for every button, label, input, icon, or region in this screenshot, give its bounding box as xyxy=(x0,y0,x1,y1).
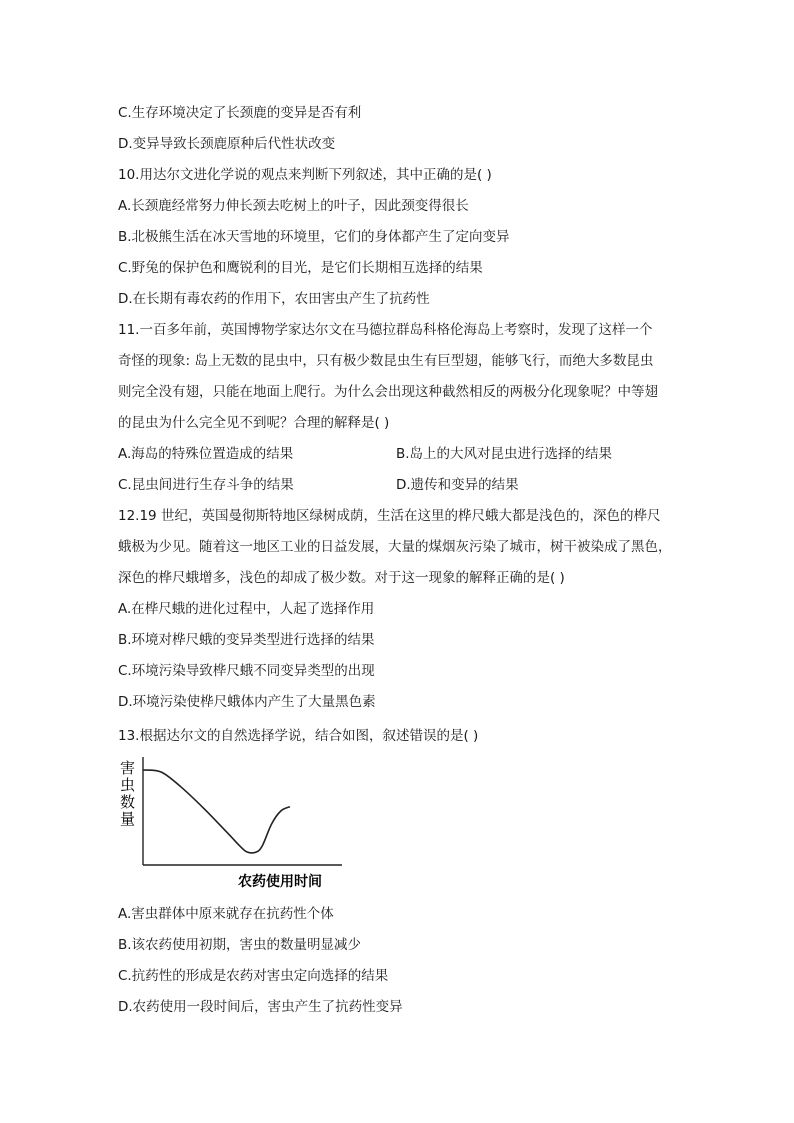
pest-population-chart xyxy=(110,755,350,893)
q12-option-b: B.环境对桦尺蛾的变异类型进行选择的结果 xyxy=(118,632,375,648)
q12-option-a: A.在桦尺蛾的进化过程中，人起了选择作用 xyxy=(118,601,375,617)
q11-stem-line-3: 则完全没有翅，只能在地面上爬行。为什么会出现这种截然相反的两极分化现象呢？中等翅 xyxy=(118,384,658,400)
q13-option-d: D.农药使用一段时间后，害虫产生了抗药性变异 xyxy=(118,999,403,1015)
y-axis-label-char-1: 害 xyxy=(120,759,136,777)
pest-count-curve xyxy=(143,770,290,853)
q10-option-c: C.野兔的保护色和鹰锐利的目光，是它们长期相互选择的结果 xyxy=(118,260,483,276)
y-axis-label-char-4: 量 xyxy=(120,810,136,828)
q10-option-a: A.长颈鹿经常努力伸长颈去吃树上的叶子，因此颈变得很长 xyxy=(118,198,469,214)
q10-option-b: B.北极熊生活在冰天雪地的环境里，它们的身体都产生了定向变异 xyxy=(118,229,510,245)
q12-stem-line-1: 12.19 世纪，英国曼彻斯特地区绿树成荫，生活在这里的桦尺蛾大都是浅色的，深色的桦尺 xyxy=(118,508,661,524)
y-axis-label-char-3: 数 xyxy=(120,793,136,811)
y-axis-label-char-2: 虫 xyxy=(120,776,136,794)
q9-option-c: C.生存环境决定了长颈鹿的变异是否有利 xyxy=(118,105,362,121)
q10-option-d: D.在长期有毒农药的作用下，农田害虫产生了抗药性 xyxy=(118,291,430,307)
q12-stem-line-3: 深色的桦尺蛾增多，浅色的却成了极少数。对于这一现象的解释正确的是( ) xyxy=(118,570,565,586)
q11-option-b: B.岛上的大风对昆虫进行选择的结果 xyxy=(396,446,613,462)
q9-option-d: D.变异导致长颈鹿原种后代性状改变 xyxy=(118,136,336,152)
q12-option-c: C.环境污染导致桦尺蛾不同变异类型的出现 xyxy=(118,663,375,679)
q11-option-c: C.昆虫间进行生存斗争的结果 xyxy=(118,477,294,493)
q11-option-a: A.海岛的特殊位置造成的结果 xyxy=(118,446,294,462)
x-axis-label: 农药使用时间 xyxy=(238,874,322,890)
q13-stem: 13.根据达尔文的自然选择学说，结合如图，叙述错误的是( ) xyxy=(118,728,479,744)
q11-option-d: D.遗传和变异的结果 xyxy=(396,477,519,493)
q13-option-b: B.该农药使用初期，害虫的数量明显减少 xyxy=(118,937,362,953)
q10-stem: 10.用达尔文进化学说的观点来判断下列叙述，其中正确的是( ) xyxy=(118,167,492,183)
q13-option-c: C.抗药性的形成是农药对害虫定向选择的结果 xyxy=(118,968,389,984)
q12-stem-line-2: 蛾极为少见。随着这一地区工业的日益发展，大量的煤烟灰污染了城市，树干被染成了黑色， xyxy=(118,539,672,555)
q12-option-d: D.环境污染使桦尺蛾体内产生了大量黑色素 xyxy=(118,694,376,710)
q11-stem-line-1: 11.一百多年前，英国博物学家达尔文在马德拉群岛科格伦海岛上考察时，发现了这样一个 xyxy=(118,322,653,338)
q11-stem-line-4: 的昆虫为什么完全见不到呢？合理的解释是( ) xyxy=(118,415,390,431)
q13-option-a: A.害虫群体中原来就存在抗药性个体 xyxy=(118,906,334,922)
q11-stem-line-2: 奇怪的现象: 岛上无数的昆虫中，只有极少数昆虫生有巨型翅，能够飞行，而绝大多数昆虫 xyxy=(118,353,654,369)
